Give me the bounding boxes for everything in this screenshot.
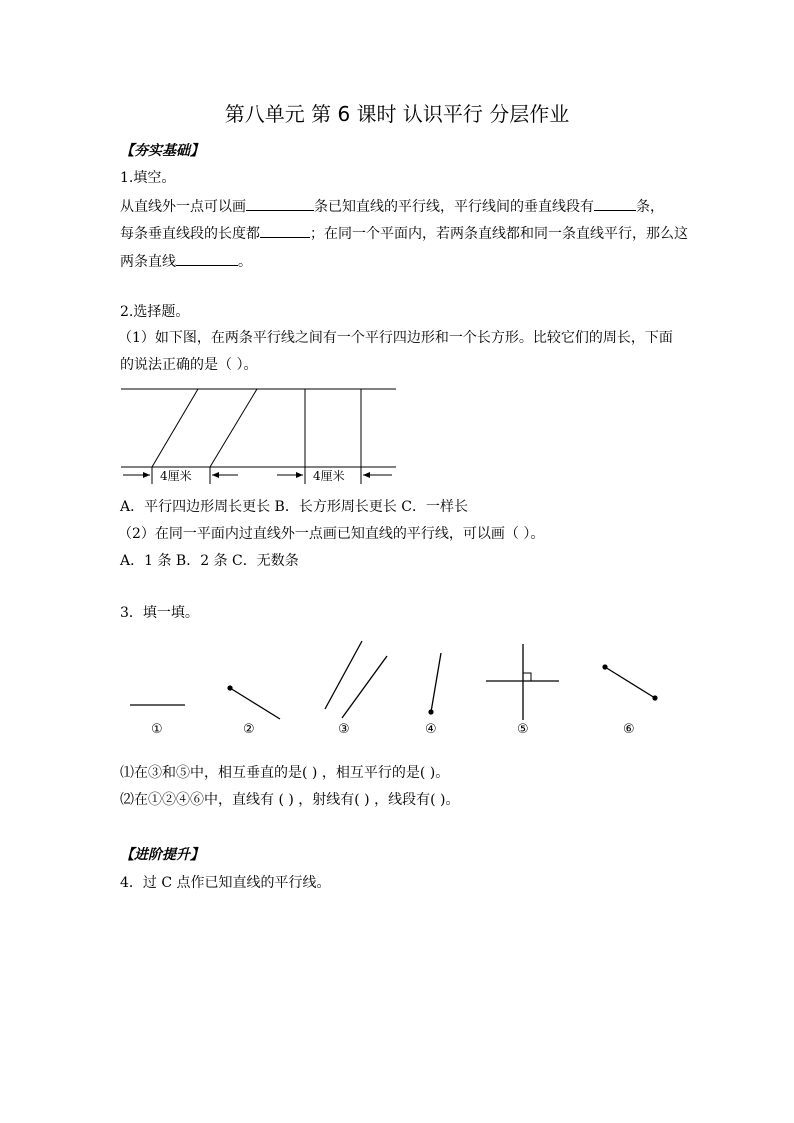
q1-line1-part-c: 条， <box>636 199 664 215</box>
q2-part2-options: A．1 条 B．2 条 C．无数条 <box>120 553 299 569</box>
figure-4-line <box>431 653 441 712</box>
q1-line2-part-b: ；在同一个平面内，若两条直线都和同一条直线平行，那么这 <box>310 226 688 242</box>
figure-label: ③ <box>338 722 350 737</box>
section-basic-heading: 【夯实基础】 <box>120 143 204 159</box>
q2-part1-line1: （1）如下图，在两条平行线之间有一个平行四边形和一个长方形。比较它们的周长，下面 <box>118 330 673 346</box>
figure-label: ② <box>243 722 255 737</box>
figure-label: ④ <box>425 722 437 737</box>
q1-line3-part-a: 两条直线 <box>120 254 176 270</box>
q2-part2: （2）在同一平面内过直线外一点画已知直线的平行线，可以画（ ）。 <box>118 526 545 542</box>
figure-6-line <box>605 667 655 698</box>
right-angle-mark <box>523 673 531 681</box>
q1-line2-part-a: 每条垂直线段的长度都 <box>120 226 260 242</box>
q2-part1-options: A．平行四边形周长更长 B．长方形周长更长 C．一样长 <box>120 499 469 515</box>
page-title: 第八单元 第 6 课时 认识平行 分层作业 <box>224 102 570 126</box>
q4-heading: 4．过 C 点作已知直线的平行线。 <box>120 875 331 891</box>
endpoint-dot <box>428 709 433 714</box>
q3-sub1: ⑴在③和⑤中，相互垂直的是( ) ，相互平行的是( )。 <box>120 765 450 781</box>
q3-sub2: ⑵在①②④⑥中，直线有 ( ) ，射线有( ) ，线段有( )。 <box>120 792 460 808</box>
parallelogram-base-label: 4厘米 <box>160 469 192 483</box>
q1-line1-part-b: 条已知直线的平行线，平行线间的垂直线段有 <box>314 199 594 215</box>
q1-line3-part-b: 。 <box>238 254 252 270</box>
q1-line1-part-a: 从直线外一点可以画 <box>120 199 246 215</box>
section-advanced-heading: 【进阶提升】 <box>120 847 204 863</box>
q3-heading: 3．填一填。 <box>120 605 199 621</box>
figure-label: ⑥ <box>623 722 635 737</box>
figure-2-line <box>230 688 280 719</box>
q1-heading: 1.填空。 <box>120 170 176 186</box>
rectangle-base-label: 4厘米 <box>313 469 345 483</box>
figure-label: ⑤ <box>517 722 529 737</box>
q2-part1-line2: 的说法正确的是（ ）。 <box>120 357 258 373</box>
q2-heading: 2.选择题。 <box>120 304 190 320</box>
figure-label: ① <box>151 722 163 737</box>
